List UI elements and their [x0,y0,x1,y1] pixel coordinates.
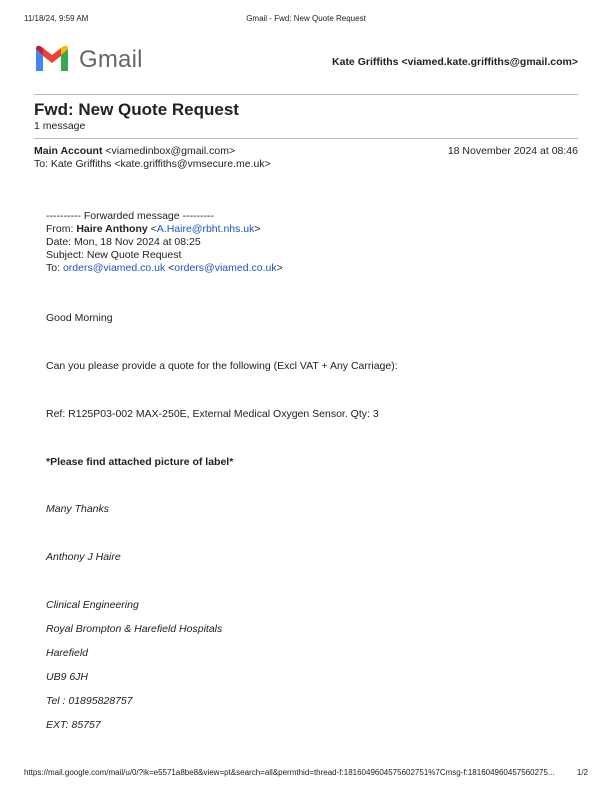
signature-department: Clinical Engineering [46,599,139,611]
account-name: Kate Griffiths <viamed.kate.griffiths@gmail.com> [332,56,578,68]
body-greeting: Good Morning [46,312,113,324]
print-datetime: 11/18/24, 9:59 AM [24,14,89,23]
forward-from-name: Haire Anthony [76,223,148,235]
forward-from [46,223,261,235]
signature-ext: EXT: 85757 [46,719,101,731]
subject-divider [34,138,578,139]
header-divider [34,94,578,95]
signature-organisation: Royal Brompton & Harefield Hospitals [46,623,223,635]
message-sender [34,145,235,157]
body-request: Can you please provide a quote for the following (Excl VAT + Any Carriage): [46,360,398,372]
forward-to-open: < [165,262,175,274]
forward-separator: ---------- Forwarded message --------- [46,210,214,222]
gmail-logo-icon [34,44,70,72]
forward-to-link-2[interactable]: orders@viamed.co.uk [174,262,277,274]
sender-email: <viamedinbox@gmail.com> [105,145,236,157]
forward-to-label: To: [46,262,63,274]
gmail-wordmark: Gmail [79,46,143,73]
forward-from-close: > [254,223,261,235]
signature-tel: Tel : 01895828757 [46,695,133,707]
forward-to [46,262,283,274]
forward-date: Date: Mon, 18 Nov 2024 at 08:25 [46,236,201,248]
forward-subject: Subject: New Quote Request [46,249,182,261]
message-count: 1 message [34,120,86,132]
body-ref: Ref: R125P03-002 MAX-250E, External Medical Oxygen Sensor. Qty: 3 [46,408,379,420]
print-title: Gmail - Fwd: New Quote Request [246,14,366,23]
forward-to-link[interactable]: orders@viamed.co.uk [62,262,166,274]
forward-from-open: < [147,223,157,235]
signature-postcode: UB9 6JH [46,671,89,683]
forward-from-label: From: [46,223,77,235]
print-url: https://mail.google.com/mail/u/0/?ik=e5571a8be8&view=pt&search=all&permthid=thread-f:1816049604575602751%7Cmsg-f:181604960457560275... [24,768,555,777]
forward-to-close: > [276,262,283,274]
message-recipient: To: Kate Griffiths <kate.griffiths@vmsecure.me.uk> [34,158,271,170]
email-subject: Fwd: New Quote Request [34,100,239,119]
signature-name: Anthony J Haire [46,551,121,563]
sender-name: Main Account [34,145,103,157]
message-date: 18 November 2024 at 08:46 [447,145,578,157]
body-thanks: Many Thanks [46,503,110,515]
body-note: *Please find attached picture of label* [46,456,234,468]
page-number: 1/2 [576,768,588,777]
signature-site: Harefield [46,647,89,659]
forward-from-email-link[interactable]: A.Haire@rbht.nhs.uk [156,223,255,235]
